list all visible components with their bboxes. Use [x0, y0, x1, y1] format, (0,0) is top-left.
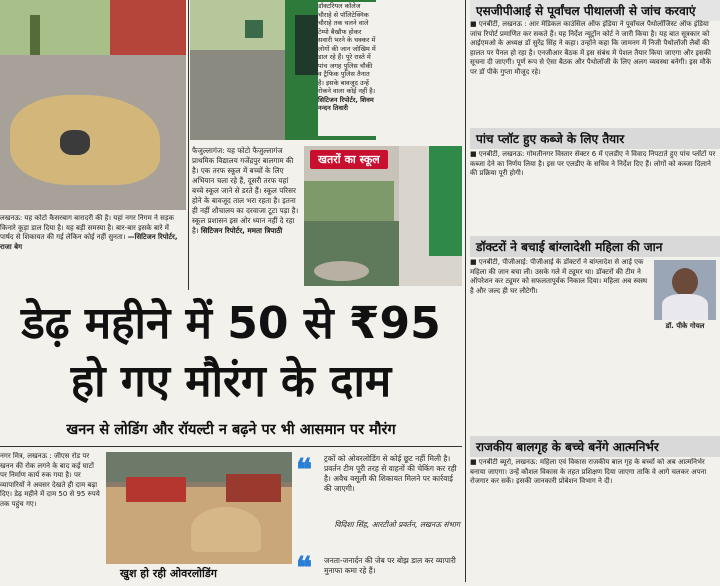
- column-rule: [465, 0, 466, 582]
- tempo-caption-text: डॉक्टरियल कॉलेज चौराहे से पॉलिटेक्निक चौराहे तक चलने वाले टेम्पो बैखौफ होकर सवारी भरने के चक्कर में लोगों की जान जोखिम में डाल रहे हैं। पूरे रास्ते में पांच जगह पुलिस चौकी व ट्रैफिक पुलिस तैनात है। इसके बावजूद उन्हें रोकने वाला कोई नहीं है।: [318, 2, 376, 95]
- main-headline-line1: डेढ़ महीने में 50 से ₹95: [21, 298, 441, 349]
- garbage-story-byline: —सिटिजन रिपोर्टर, राजा बेग: [0, 233, 178, 251]
- right-box1-body: ■ एनबीटी, लखनऊ : आर मेडिकल काउंसिल ऑफ इंडिया ने पूर्वांचल पैथोलॉजिस्ट ऑफ इंडिया जांच रिपोर्ट प्रमाणित कर सकते हैं। यह निर्देश न्यूट्रॉन कोर्ट ने जारी किया है। यह बात सूत्रकार को आईएमओ के अध्यक्ष डॉ सुरेंद्र सिंह ने कहा। उन्होंने कहा कि जामनग में निजी पैथोलॉजी लैबों की हालत पर पैनल हो रहा है। एनजीआर बैठक में इस संबंध में पेशल तैयार किया जाएगा और इसकी सूचना दी जाएगी। पूर्ण रूप से ऐसा बैठक और पैथोलॉजी के लिए अलग व्यवस्था बनेगी। इस मौके पर डॉ पीके गुप्ता मौजूद रहे।: [470, 20, 712, 76]
- tempo-caption: [318, 2, 376, 136]
- main-subhead: खनन से लोडिंग और रॉयल्टी न बढ़ने पर भी आसमान पर मौरंग: [66, 422, 396, 438]
- garbage-story-text: लखनऊ: यह कोटो कैसरबाग बारादरी की है। यहां नगर निगम ने सड़क किनारे कूड़ा डाल दिया है। यह बड़ी समस्या है। बार-बार इसके बारे में पार्षद से शिकायत की गई लेकिन कोई नहीं सुनता।: [0, 214, 174, 241]
- headline-rule: [0, 446, 462, 447]
- garbage-story: [0, 214, 183, 276]
- sand-trucks-photo: [106, 452, 292, 564]
- quote-1-byline: विदिशा सिंह, आरटीओ प्रवर्तन, लखनऊ संभाग: [334, 520, 460, 529]
- quote-1-text: ट्रकों को ओवरलोडिंग से कोई छूट नहीं मिली है। प्रवर्तन टीम पूरी तरह से वाहनों की चेकिंग कर रही है। अवैध वसूली की शिकायत मिलने पर कार्रवाई की जाएगी।: [324, 454, 457, 493]
- right-box2-body: ■ एनबीटी, लखनऊ: गोमतीनगर विस्तार सेक्टर 6 में एलडीए ने विवाद निपटाते हुए पांच प्लॉटों पर कब्जा देने का निर्णय लिया है। इस पर एलडीए के सचिव ने निर्देश दिए हैं। लोगों को कब्जा दिलाने की प्रक्रिया पूरी होगी।: [470, 150, 716, 177]
- quote-2-text: जनता-जनार्दन की जेब पर बोझ डाल कर व्यापारी मुनाफा कमा रहे हैं।: [324, 556, 456, 575]
- quote-2: [296, 551, 462, 586]
- column-rule: [188, 0, 189, 290]
- quote-icon: ❝: [296, 551, 313, 586]
- school-story: [192, 146, 300, 286]
- school-photo-label: खतरों का स्कूल: [310, 150, 388, 169]
- right-box3-body: ■ एनबीटी, पीजीआई: पीजीआई के डॉक्टरों ने बांग्लादेश से आई एक महिला की जान बचा ली। उसके गले में ट्यूमर था। डॉक्टरों की टीम ने ऑपरेशन कर ट्यूमर को सफलतापूर्वक निकाल दिया। महिला अब स्वस्थ है और जल्द ही घर लौटेगी।: [470, 258, 648, 295]
- main-headline-line2: हो गए मौरंग के दाम: [70, 356, 392, 407]
- right-box4-body: ■ एनबीटी ब्यूरो, लखनऊ: महिला एवं विकास राजकीय बाल गृह के बच्चों को अब आत्मनिर्भर बनाया जाएगा। उन्हें कौशल विकास के तहत प्रशिक्षण दिया जाएगा ताकि वे आगे चलकर अपना रोजगार कर सकें। इसकी जानकारी प्रोबेशन विभाग ने दी।: [470, 458, 707, 485]
- right-box1-heading: एसजीपीआई से पूर्वांचल पीथालजी से जांच करवाएं: [470, 0, 720, 21]
- school-story-byline: सिटिजन रिपोर्टर, ममता त्रिपाठी: [200, 226, 283, 235]
- right-box2-heading: पांच प्लॉट हुए कब्जे के लिए तैयार: [470, 128, 720, 149]
- quote-1: [296, 454, 462, 544]
- doctor-photo: [654, 260, 716, 320]
- tempo-caption-byline: सिटिजन रिपोर्टर, शिवम नन्दन तिवारी: [318, 95, 374, 112]
- garbage-street-photo: [0, 0, 186, 210]
- school-story-text: फैजुल्लागंज: यह फोटो फैजुल्लागंज प्राथमिक विद्यालय गजेंद्रपुर बालगाम की है। एक तरफ स्कूल में बच्चों के लिए अभियान चला रहे हैं, दूसरी तरफ यहां बच्चे स्कूल जाने से डरते हैं। स्कूल परिसर होने के बावजूद ताल भरा रहता है। इतना ही नहीं शौचालय का दरवाजा टूटा पड़ा है। स्कूल प्रशासन इस ओर ध्यान नहीं दे रहा है।: [192, 146, 299, 235]
- doctor-photo-caption: डॉ. पीके गोयल: [665, 322, 705, 330]
- main-story-left-text: नगर मित्र, लखनऊ : जीएस रोड पर खनन की रोक लगने के बाद कई घाटों पर निर्माण कार्य रुक गया है। पर व्यापारियों ने अवसर देखते ही दाम बढ़ा दिए। डेढ़ महीने में दाम 50 से 95 रुपये तक पहुंच गए।: [0, 452, 100, 508]
- school-photo: [304, 146, 462, 286]
- quote-icon: ❝: [296, 453, 313, 488]
- sand-trucks-caption: खुश हो रही ओवरलोडिंग: [120, 567, 217, 580]
- main-story-left: [0, 452, 102, 580]
- right-box3-heading: डॉक्टरों ने बचाई बांग्लादेशी महिला की जान: [470, 236, 720, 257]
- right-box4-heading: राजकीय बालगृह के बच्चे बनेंगे आत्मनिर्भर: [470, 436, 720, 457]
